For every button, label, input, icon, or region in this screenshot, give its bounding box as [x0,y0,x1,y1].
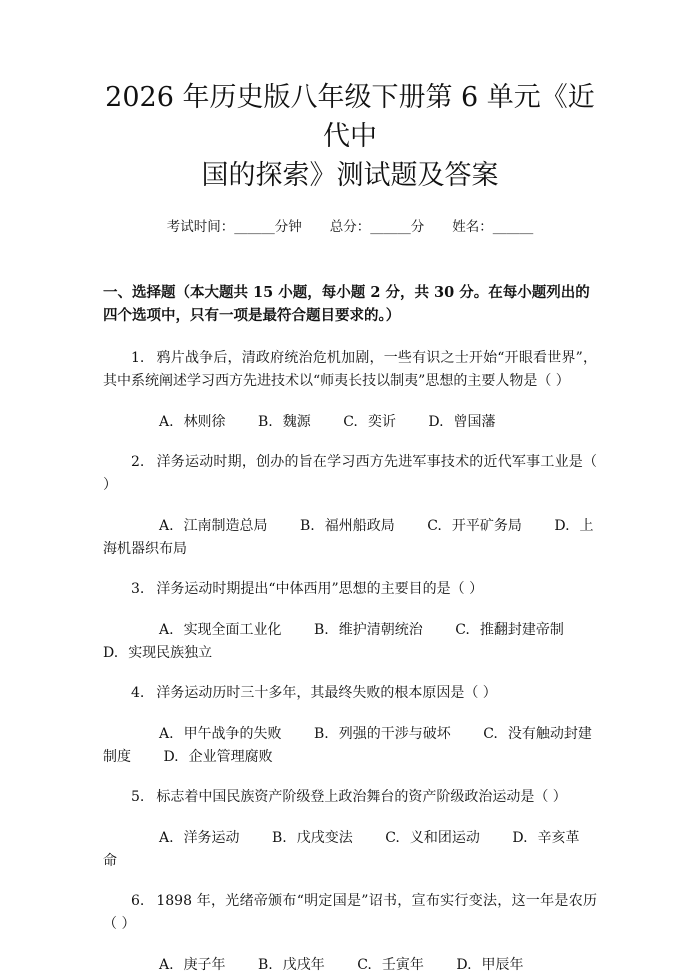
question-number: 5. [131,789,145,805]
option-letter: D. [456,957,472,973]
question-list [103,347,597,977]
question-stem [103,578,597,601]
option-b [272,830,353,846]
page-title [103,0,597,195]
option-letter: A. [159,622,174,638]
option-letter: C. [427,518,442,534]
option-list [103,411,597,434]
option-text: 义和团运动 [409,830,480,846]
question-stem [103,682,597,705]
option-letter: A. [159,518,174,534]
option-text: 上海机器织布局 [103,518,594,557]
option-letter: C. [357,957,372,973]
option-letter: D. [512,830,528,846]
question-3 [103,578,597,665]
option-text: 洋务运动 [183,830,240,846]
option-letter: A. [159,726,174,742]
question-text: 鸦片战争后，清政府统治危机加剧，一些有识之士开始“开眼看世界”，其中系统阐述学习西方先进技术以“师夷长技以制夷”思想的主要人物是（ ） [103,350,597,389]
option-text: 企业管理腐败 [188,749,273,765]
option-letter: D. [428,414,444,430]
option-text: 戊戌年 [282,957,325,973]
option-letter: A. [159,957,174,973]
option-letter: C. [455,622,470,638]
option-letter: B. [258,957,273,973]
option-text: 魏源 [282,414,311,430]
option-text: 列强的干涉与破坏 [338,726,451,742]
total-score-label: 总分：______分 [329,219,425,235]
question-stem [103,890,597,936]
question-5 [103,786,597,873]
option-b [258,414,311,430]
option-a [159,726,282,742]
option-b [314,726,451,742]
option-list [103,723,597,769]
option-letter: D. [163,749,179,765]
question-text: 1898 年，光绪帝颁布“明定国是”诏书，宣布实行变法，这一年是农历（ ） [103,893,597,932]
option-c [455,622,564,638]
option-text: 曾国藩 [453,414,496,430]
option-list [103,954,597,977]
option-d [103,645,212,661]
option-a [159,414,226,430]
option-letter: D. [554,518,570,534]
option-a [159,518,268,534]
option-text: 实现全面工业化 [183,622,282,638]
option-list [103,827,597,873]
option-letter: D. [103,645,119,661]
question-1 [103,347,597,434]
question-stem [103,451,597,497]
question-2 [103,451,597,561]
question-number: 1. [131,350,145,366]
question-text: 洋务运动历时三十多年，其最终失败的根本原因是（ ） [156,685,497,701]
option-b [314,622,423,638]
option-letter: C. [483,726,498,742]
option-text: 推翻封建帝制 [479,622,564,638]
question-stem [103,347,597,393]
option-letter: C. [385,830,400,846]
option-text: 江南制造总局 [183,518,268,534]
option-letter: C. [343,414,358,430]
option-b [300,518,395,534]
option-letter: B. [272,830,287,846]
option-letter: A. [159,414,174,430]
option-letter: A. [159,830,174,846]
option-list [103,619,597,665]
option-text: 甲午战争的失败 [183,726,282,742]
option-letter: B. [300,518,315,534]
title-line-2: 国的探索》测试题及答案 [201,160,499,191]
option-text: 维护清朝统治 [338,622,423,638]
option-d [163,749,272,765]
option-text: 奕䜣 [367,414,396,430]
title-line-1: 2026 年历史版八年级下册第 6 单元《近代中 [105,82,595,152]
option-text: 戊戌变法 [296,830,353,846]
question-text: 标志着中国民族资产阶级登上政治舞台的资产阶级政治运动是（ ） [156,789,567,805]
question-4 [103,682,597,769]
exam-time-label: 考试时间：______分钟 [166,219,302,235]
option-c [427,518,522,534]
option-d [456,957,523,973]
question-text: 洋务运动时期，创办的旨在学习西方先进军事技术的近代军事工业是（ ） [103,454,597,493]
option-text: 辛亥革命 [103,830,580,869]
option-text: 开平矿务局 [451,518,522,534]
option-text: 林则徐 [183,414,226,430]
question-stem [103,786,597,809]
option-text: 甲辰年 [481,957,524,973]
option-letter: B. [258,414,273,430]
option-c [343,414,396,430]
option-text: 没有触动封建制度 [103,726,592,765]
option-text: 福州船政局 [324,518,395,534]
option-a [159,830,240,846]
option-text: 壬寅年 [381,957,424,973]
option-letter: B. [314,622,329,638]
question-text: 洋务运动时期提出“中体西用”思想的主要目的是（ ） [156,581,484,597]
question-number: 3. [131,581,145,597]
student-name-label: 姓名：______ [452,219,534,235]
option-c [385,830,480,846]
question-number: 4. [131,685,145,701]
exam-meta [103,217,597,237]
option-c [357,957,424,973]
section-heading: 一、选择题（本大题共 15 小题，每小题 2 分，共 30 分。在每小题列出的四个选项中，只有一项是最符合题目要求的。） [103,284,590,324]
question-6 [103,890,597,977]
option-b [258,957,325,973]
option-text: 实现民族独立 [128,645,213,661]
question-number: 6. [131,893,145,909]
option-letter: B. [314,726,329,742]
question-number: 2. [131,454,145,470]
option-d [428,414,495,430]
option-a [159,622,282,638]
option-a [159,957,226,973]
option-list [103,515,597,561]
option-text: 庚子年 [183,957,226,973]
